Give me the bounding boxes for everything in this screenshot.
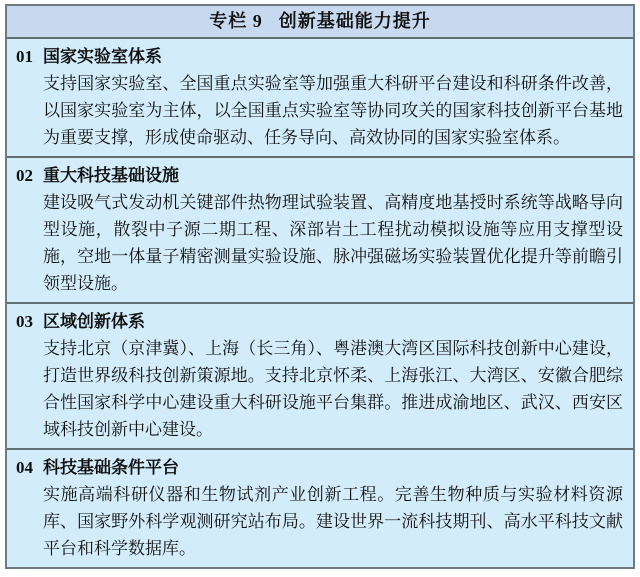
section-heading	[16, 308, 623, 335]
section-body-text: 支持北京（京津冀）、上海（长三角）、粤港澳大湾区国际科技创新中心建设，打造世界级科技创新策源地。支持北京怀柔、上海张江、大湾区、安徽合肥综合性国家科学中心建设重大科研设施平台集群。推进成渝地区、武汉、西安区域科技创新中心建设。	[43, 339, 623, 439]
section-national-laboratory-system	[7, 39, 633, 156]
section-regional-innovation-system	[7, 302, 633, 448]
section-number: 02	[16, 166, 33, 185]
section-body-text: 建设吸气式发动机关键部件热物理试验装置、高精度地基授时系统等战略导向型设施，散裂中子源二期工程、深部岩土工程扰动模拟设施等应用支撑型设施，空地一体量子精密测量实验设施、脉冲强磁场实验装置优化提升等前瞻引领型设施。	[43, 193, 623, 293]
section-heading	[16, 43, 623, 70]
column-box-panel	[5, 4, 635, 569]
section-body-text: 支持国家实验室、全国重点实验室等加强重大科研平台建设和科研条件改善，以国家实验室为主体，以全国重点实验室等协同攻关的国家科技创新平台基地为重要支撑，形成使命驱动、任务导向、高效协同的国家实验室体系。	[43, 74, 623, 147]
section-title: 重大科技基础设施	[43, 166, 179, 185]
section-title: 国家实验室体系	[43, 47, 162, 66]
section-body-text: 实施高端科研仪器和生物试剂产业创新工程。完善生物种质与实验材料资源库、国家野外科学观测研究站布局。建设世界一流科技期刊、高水平科技文献平台和科学数据库。	[43, 485, 623, 558]
section-number: 04	[16, 458, 33, 477]
panel-title-text: 创新基础能力提升	[278, 11, 431, 31]
section-heading	[16, 162, 623, 189]
section-title: 科技基础条件平台	[43, 458, 179, 477]
section-number: 01	[16, 47, 33, 66]
section-number: 03	[16, 312, 33, 331]
section-title: 区域创新体系	[43, 312, 145, 331]
panel-title-label: 专栏 9	[209, 11, 263, 31]
section-heading	[16, 454, 623, 481]
panel-title-bar	[7, 6, 633, 39]
section-sci-tech-basic-condition-platform	[7, 448, 633, 567]
section-major-sci-tech-infrastructure	[7, 156, 633, 302]
